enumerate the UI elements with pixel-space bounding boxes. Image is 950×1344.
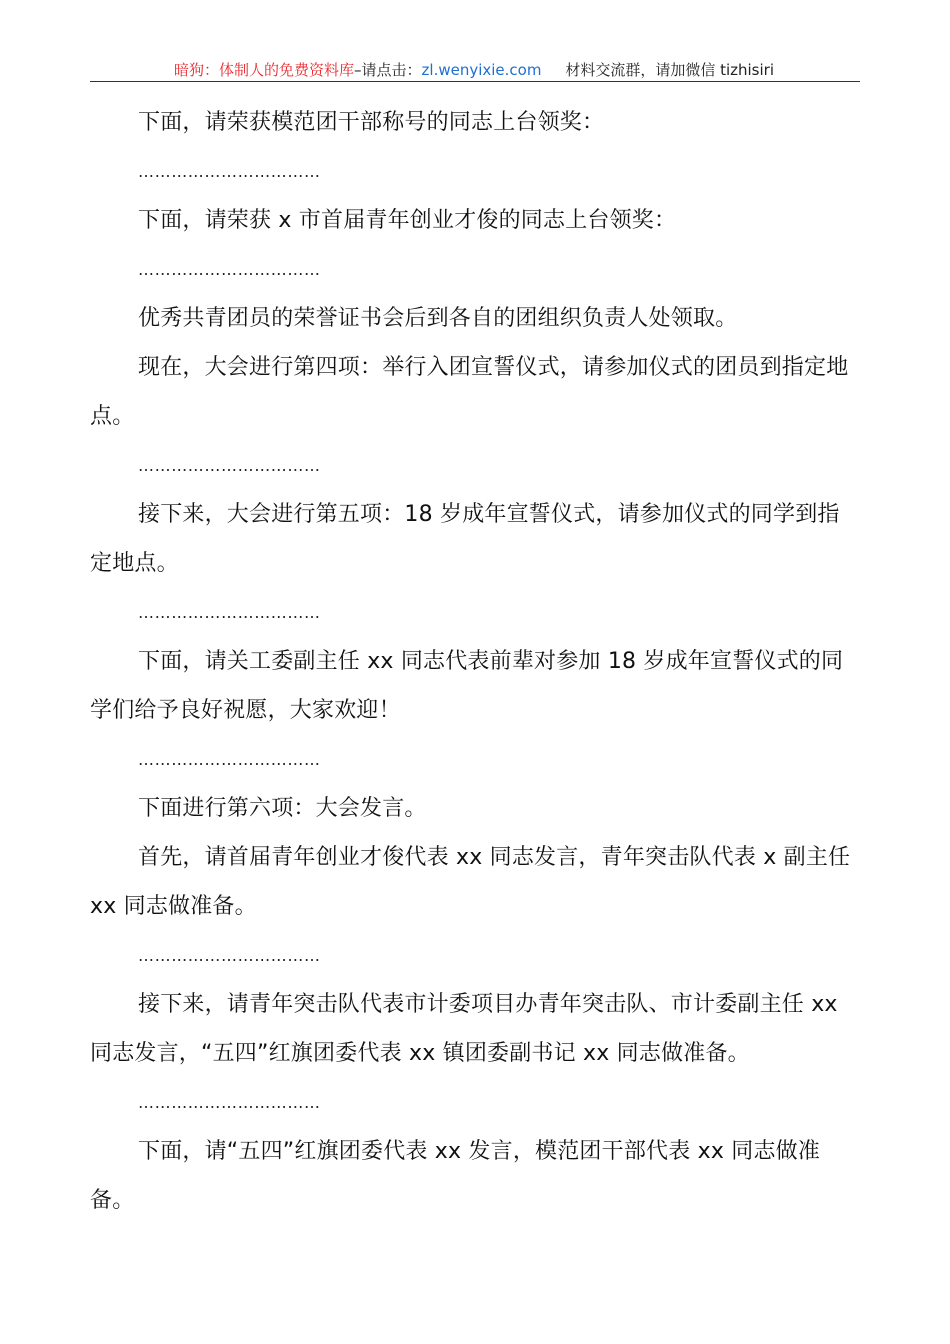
ellipsis-line: …………………………… — [138, 750, 321, 769]
header-spacer — [541, 61, 565, 79]
header-url-link[interactable]: zl.wenyixie.com — [421, 61, 542, 79]
document-body — [90, 98, 860, 1225]
paragraph: 接下来，大会进行第五项：18 岁成年宣誓仪式，请参加仪式的同学到指定地点。 — [90, 502, 840, 576]
page-header — [90, 58, 858, 82]
ellipsis-line: …………………………… — [138, 1093, 321, 1112]
paragraph: 下面，请荣获模范团干部称号的同志上台领奖： — [138, 110, 605, 135]
ellipsis-line: …………………………… — [138, 603, 321, 622]
paragraph: 优秀共青团员的荣誉证书会后到各自的团组织负责人处领取。 — [138, 306, 738, 331]
ellipsis-line: …………………………… — [138, 162, 321, 181]
paragraph: 现在，大会进行第四项：举行入团宣誓仪式，请参加仪式的团员到指定地点。 — [90, 355, 849, 429]
paragraph: 下面进行第六项：大会发言。 — [138, 796, 427, 821]
header-divider — [90, 81, 860, 82]
header-brand: 暗狗：体制人的免费资料库 — [174, 61, 355, 79]
ellipsis-line: …………………………… — [138, 260, 321, 279]
paragraph: 接下来，请青年突击队代表市计委项目办青年突击队、市计委副主任 xx 同志发言，“五四”红旗团委代表 xx 镇团委副书记 xx 同志做准备。 — [90, 992, 838, 1066]
paragraph: 下面，请荣获 x 市首届青年创业才俊的同志上台领奖： — [138, 208, 677, 233]
ellipsis-line: …………………………… — [138, 946, 321, 965]
ellipsis-line: …………………………… — [138, 456, 321, 475]
header-click-prompt: –请点击： — [354, 61, 422, 79]
paragraph: 首先，请首届青年创业才俊代表 xx 同志发言，青年突击队代表 x 副主任 xx 同志做准备。 — [90, 845, 851, 919]
paragraph: 下面，请“五四”红旗团委代表 xx 发言，模范团干部代表 xx 同志做准备。 — [90, 1139, 821, 1213]
paragraph: 下面，请关工委副主任 xx 同志代表前辈对参加 18 岁成年宣誓仪式的同学们给予良好祝愿，大家欢迎！ — [90, 649, 844, 723]
header-group-text: 材料交流群，请加微信 tizhisiri — [565, 61, 774, 79]
